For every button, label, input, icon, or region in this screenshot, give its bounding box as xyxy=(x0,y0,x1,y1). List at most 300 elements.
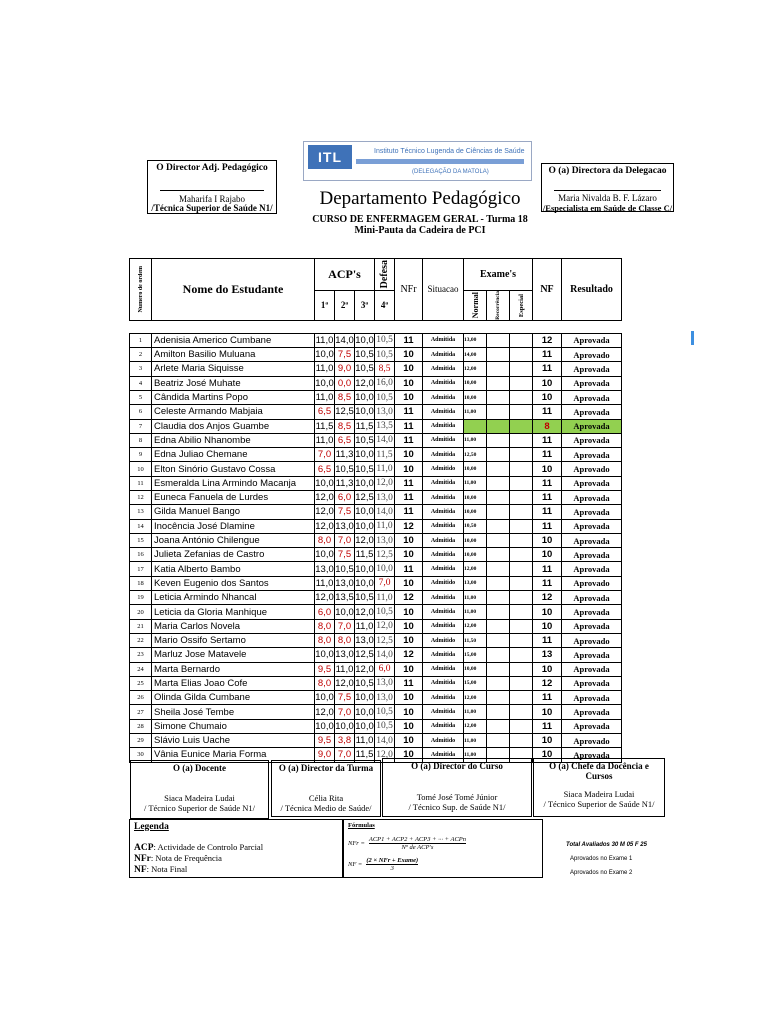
acp-4: 11,0 xyxy=(375,591,395,605)
footer-signature-name: Célia Rita xyxy=(308,793,344,803)
acp-3: 11,0 xyxy=(355,620,374,632)
signature-role: /Técnica Superior de Saúde N1/ xyxy=(151,203,273,213)
acp-1: 7,0 xyxy=(315,448,335,462)
acp-4: 12,0 xyxy=(375,476,395,490)
formulas-title: Fórmulas xyxy=(348,822,375,829)
exam-normal: 10,00 xyxy=(464,490,487,504)
situacao: Admitida xyxy=(423,548,464,562)
resultado: Aprovada xyxy=(562,605,622,619)
situacao: Admitida xyxy=(423,433,464,447)
acp-3: 10,0 xyxy=(355,563,374,575)
acp-2: 13,0 xyxy=(335,649,354,661)
nf-value: 10 xyxy=(533,662,562,676)
exam-normal: 10,50 xyxy=(464,519,487,533)
exam-recorrencia xyxy=(487,490,510,504)
nfr-value: 10 xyxy=(395,691,423,705)
row-number: 17 xyxy=(130,562,152,576)
exam-especial xyxy=(510,390,533,404)
nfr-value: 11 xyxy=(395,405,423,419)
footer-signature-role: / Técnica Medio de Saúde/ xyxy=(280,803,372,813)
exam-normal: 11,00 xyxy=(464,591,487,605)
exam-especial xyxy=(510,576,533,590)
acp-2: 11,3 xyxy=(335,449,354,461)
page-subtitle xyxy=(260,214,580,236)
acp-4: 10,0 xyxy=(375,562,395,576)
exam-especial xyxy=(510,348,533,362)
acp-1: 8,0 xyxy=(315,633,335,647)
logo-delegation: (DELEGAÇÃO DA MATOLA) xyxy=(412,169,489,175)
nf-value: 13 xyxy=(533,648,562,662)
acp-3: 12,5 xyxy=(355,649,374,661)
nf-value: 11 xyxy=(533,362,562,376)
acp-4: 10,5 xyxy=(375,390,395,404)
acp-2: 7,5 xyxy=(335,691,355,705)
exam-normal: 12,00 xyxy=(464,619,487,633)
resultado: Aprovada xyxy=(562,591,622,605)
exam-normal: 11,00 xyxy=(464,605,487,619)
table-row xyxy=(130,490,622,504)
exam-especial xyxy=(510,562,533,576)
exam-recorrencia xyxy=(487,533,510,547)
grades-table-body xyxy=(130,333,622,762)
subject-name: Mini-Pauta da Cadeira de PCI xyxy=(354,225,486,236)
header-exam-especial: Especial xyxy=(510,291,533,321)
row-number: 26 xyxy=(130,691,152,705)
resultado: Aprovada xyxy=(562,405,622,419)
student-name: Arlete Maria Siquisse xyxy=(152,362,315,376)
acp-3: 10,5 xyxy=(355,434,374,446)
student-name: Keven Eugenio dos Santos xyxy=(152,576,315,590)
acp-2: 8,5 xyxy=(335,419,355,433)
row-number: 9 xyxy=(130,448,152,462)
table-row xyxy=(130,562,622,576)
acp-2: 11,3 xyxy=(335,477,354,489)
acp-1: 11,0 xyxy=(315,434,334,446)
student-name: Leticia Armindo Nhancal xyxy=(152,591,315,605)
nfr-value: 10 xyxy=(395,734,423,748)
header-exam-recorrencia: Recorrência xyxy=(487,291,510,321)
exam-especial xyxy=(510,691,533,705)
table-row xyxy=(130,719,622,733)
row-number: 27 xyxy=(130,705,152,719)
nfr-value: 11 xyxy=(395,676,423,690)
legend-box xyxy=(129,819,343,878)
exam-normal: 11,00 xyxy=(464,705,487,719)
student-name: Leticia da Gloria Manhique xyxy=(152,605,315,619)
nfr-value: 10 xyxy=(395,376,423,390)
acp-2: 12,5 xyxy=(335,406,354,418)
row-number: 22 xyxy=(130,633,152,647)
acp-1: 12,0 xyxy=(315,492,334,504)
header-name: Nome do Estudante xyxy=(152,259,315,321)
acp-2: 6,0 xyxy=(335,490,355,504)
acp-3: 12,0 xyxy=(355,535,374,547)
exam-recorrencia xyxy=(487,333,510,347)
acp-4: 13,0 xyxy=(375,405,395,419)
table-row xyxy=(130,362,622,376)
acp-4: 10,5 xyxy=(375,719,395,733)
table-row xyxy=(130,390,622,404)
exam-recorrencia xyxy=(487,433,510,447)
resultado: Aprovada xyxy=(562,490,622,504)
row-number: 6 xyxy=(130,405,152,419)
acp-4: 11,0 xyxy=(375,519,395,533)
legend-title: Legenda xyxy=(134,822,169,832)
resultado: Aprovada xyxy=(562,376,622,390)
situacao: Admitida xyxy=(423,619,464,633)
row-number: 8 xyxy=(130,433,152,447)
student-name: Vânia Eunice Maria Forma xyxy=(152,748,315,762)
exam-normal: 12,50 xyxy=(464,448,487,462)
exam-recorrencia xyxy=(487,705,510,719)
situacao: Admitida xyxy=(423,705,464,719)
exam-recorrencia xyxy=(487,576,510,590)
exam-especial xyxy=(510,548,533,562)
acp-2: 6,5 xyxy=(335,433,355,447)
row-number: 14 xyxy=(130,519,152,533)
student-name: Adenisia Americo Cumbane xyxy=(152,333,315,347)
nfr-value: 11 xyxy=(395,562,423,576)
footer-signature-role: / Técnico Sup. de Saúde N1/ xyxy=(408,802,506,812)
resultado: Aprovado xyxy=(562,734,622,748)
resultado: Aprovada xyxy=(562,333,622,347)
acp-1: 6,5 xyxy=(315,462,335,476)
nfr-value: 10 xyxy=(395,390,423,404)
totals-evaluated: Total Avaliados 30 M 05 F 25 xyxy=(566,842,647,848)
resultado: Aprovada xyxy=(562,362,622,376)
student-name: Julieta Zefanias de Castro xyxy=(152,548,315,562)
situacao: Admitida xyxy=(423,348,464,362)
acp-1: 9,0 xyxy=(315,748,335,762)
acp-1: 10,0 xyxy=(315,477,334,489)
nfr-value: 11 xyxy=(395,433,423,447)
legend-item: NF: Nota Final xyxy=(134,864,188,875)
formula-denominator: Nº de ACP's xyxy=(401,844,434,851)
exam-especial xyxy=(510,405,533,419)
acp-4: 10,5 xyxy=(375,705,395,719)
exam-recorrencia xyxy=(487,548,510,562)
formula-lhs: NFr = xyxy=(348,840,365,847)
formulas-box xyxy=(343,819,543,878)
header-acp-1: 1ª xyxy=(315,291,335,321)
footer-signature-title: O (a) Director do Curso xyxy=(411,761,503,771)
acp-3: 12,0 xyxy=(355,663,374,675)
logo-mark: ITL xyxy=(308,145,352,169)
situacao: Admitida xyxy=(423,390,464,404)
footer-signature-chefe-docencia xyxy=(533,758,665,817)
acp-4: 7,0 xyxy=(375,576,395,590)
acp-3: 11,5 xyxy=(355,549,374,561)
nfr-value: 11 xyxy=(395,505,423,519)
acp-3: 10,5 xyxy=(355,349,374,361)
acp-4: 13,0 xyxy=(375,691,395,705)
acp-3: 10,0 xyxy=(355,406,374,418)
acp-3: 10,5 xyxy=(355,677,374,689)
acp-1: 9,5 xyxy=(315,734,335,748)
student-name: Inocência José Dlamine xyxy=(152,519,315,533)
nfr-value: 10 xyxy=(395,448,423,462)
resultado: Aprovada xyxy=(562,533,622,547)
situacao: Admitida xyxy=(423,691,464,705)
header-resultado: Resultado xyxy=(562,259,622,321)
nfr-value: 10 xyxy=(395,362,423,376)
table-row xyxy=(130,505,622,519)
nf-value: 12 xyxy=(533,591,562,605)
student-name: Slávio Luis Uache xyxy=(152,734,315,748)
acp-2: 7,0 xyxy=(335,619,355,633)
acp-1: 10,0 xyxy=(315,649,334,661)
exam-normal: 11,00 xyxy=(464,405,487,419)
student-name: Katia Alberto Bambo xyxy=(152,562,315,576)
exam-especial xyxy=(510,419,533,433)
row-number: 16 xyxy=(130,548,152,562)
acp-2: 8,0 xyxy=(335,633,355,647)
acp-4: 12,0 xyxy=(375,619,395,633)
resultado: Aprovada xyxy=(562,476,622,490)
acp-1: 10,0 xyxy=(315,692,334,704)
acp-4: 10,5 xyxy=(375,348,395,362)
situacao: Admitido xyxy=(423,734,464,748)
row-number: 2 xyxy=(130,348,152,362)
nf-value: 10 xyxy=(533,748,562,762)
acp-4: 14,0 xyxy=(375,734,395,748)
table-row xyxy=(130,591,622,605)
resultado: Aprovado xyxy=(562,462,622,476)
table-row xyxy=(130,734,622,748)
nfr-value: 10 xyxy=(395,605,423,619)
student-name: Marluz Jose Matavele xyxy=(152,648,315,662)
acp-3: 10,0 xyxy=(355,334,374,346)
exam-normal: 11,00 xyxy=(464,476,487,490)
acp-1: 12,0 xyxy=(315,706,334,718)
exam-recorrencia xyxy=(487,591,510,605)
table-row xyxy=(130,519,622,533)
table-row xyxy=(130,533,622,547)
resultado: Aprovada xyxy=(562,548,622,562)
resultado: Aprovada xyxy=(562,662,622,676)
exam-recorrencia xyxy=(487,562,510,576)
nfr-value: 10 xyxy=(395,705,423,719)
acp-4: 10,5 xyxy=(375,605,395,619)
acp-2: 13,5 xyxy=(335,592,354,604)
table-row xyxy=(130,433,622,447)
student-name: Marta Elias Joao Cofe xyxy=(152,676,315,690)
acp-1: 10,0 xyxy=(315,349,334,361)
student-name: Edna Juliao Chemane xyxy=(152,448,315,462)
acp-1: 12,0 xyxy=(315,592,334,604)
acp-3: 12,0 xyxy=(355,377,374,389)
exam-recorrencia xyxy=(487,691,510,705)
exam-especial xyxy=(510,591,533,605)
situacao: Admitida xyxy=(423,505,464,519)
student-name: Maria Carlos Novela xyxy=(152,619,315,633)
row-number: 4 xyxy=(130,376,152,390)
signature-title: O Director Adj. Pedagógico xyxy=(156,163,268,173)
situacao: Admitida xyxy=(423,719,464,733)
exam-recorrencia xyxy=(487,648,510,662)
exam-especial xyxy=(510,648,533,662)
nf-value: 10 xyxy=(533,462,562,476)
table-row xyxy=(130,648,622,662)
row-number: 10 xyxy=(130,462,152,476)
resultado: Aprovada xyxy=(562,748,622,762)
nf-value: 11 xyxy=(533,476,562,490)
table-spacer-row xyxy=(130,320,622,333)
row-number: 30 xyxy=(130,748,152,762)
acp-3: 12,0 xyxy=(355,606,374,618)
exam-normal: 10,00 xyxy=(464,533,487,547)
acp-4: 13,0 xyxy=(375,490,395,504)
acp-4: 14,0 xyxy=(375,433,395,447)
acp-4: 14,0 xyxy=(375,505,395,519)
student-name: Amilton Basilio Muluana xyxy=(152,348,315,362)
exam-especial xyxy=(510,605,533,619)
acp-1: 12,0 xyxy=(315,520,334,532)
footer-signature-director-curso xyxy=(382,758,532,817)
situacao: Admitida xyxy=(423,419,464,433)
nfr-value: 12 xyxy=(395,648,423,662)
blue-marker xyxy=(691,331,694,345)
acp-1: 11,0 xyxy=(315,334,334,346)
acp-1: 11,0 xyxy=(315,363,334,375)
resultado: Aprovado xyxy=(562,576,622,590)
nfr-value: 10 xyxy=(395,719,423,733)
acp-3: 10,0 xyxy=(355,449,374,461)
exam-recorrencia xyxy=(487,619,510,633)
resultado: Aprovada xyxy=(562,676,622,690)
acp-3: 10,0 xyxy=(355,720,374,732)
header-acp-4: 4ª xyxy=(375,291,395,321)
acp-1: 10,0 xyxy=(315,720,334,732)
row-number: 29 xyxy=(130,734,152,748)
exam-normal xyxy=(464,419,487,433)
student-name: Cândida Martins Popo xyxy=(152,390,315,404)
nf-value: 10 xyxy=(533,705,562,719)
student-name: Joana António Chilengue xyxy=(152,533,315,547)
exam-recorrencia xyxy=(487,662,510,676)
exam-normal: 15,00 xyxy=(464,676,487,690)
exam-recorrencia xyxy=(487,476,510,490)
exam-especial xyxy=(510,533,533,547)
signature-role: /Especialista em Saúde de Classe C/ xyxy=(542,203,673,213)
acp-3: 10,5 xyxy=(355,592,374,604)
nf-value: 11 xyxy=(533,448,562,462)
exam-recorrencia xyxy=(487,519,510,533)
signature-box-directora-delegacao xyxy=(541,163,674,212)
acp-4: 12,5 xyxy=(375,633,395,647)
resultado: Aprovada xyxy=(562,519,622,533)
acp-3: 10,0 xyxy=(355,506,374,518)
footer-signature-role: / Técnico Superior de Saúde N1/ xyxy=(143,803,256,813)
nfr-value: 11 xyxy=(395,476,423,490)
footer-signature-title: O (a) Director da Turma xyxy=(278,763,374,773)
footer-signature-name: Siaca Madeira Ludai xyxy=(563,789,635,799)
exam-normal: 11,00 xyxy=(464,748,487,762)
header-acp-2: 2ª xyxy=(335,291,355,321)
exam-especial xyxy=(510,448,533,462)
student-name: Marta Bernardo xyxy=(152,662,315,676)
situacao: Admitida xyxy=(423,519,464,533)
table-row xyxy=(130,691,622,705)
acp-1: 9,5 xyxy=(315,662,335,676)
header-acps: ACP's xyxy=(315,259,375,291)
table-row xyxy=(130,662,622,676)
situacao: Admitida xyxy=(423,476,464,490)
nf-value: 11 xyxy=(533,405,562,419)
exam-recorrencia xyxy=(487,376,510,390)
student-name: Edna Abilio Nhanombe xyxy=(152,433,315,447)
acp-2: 7,5 xyxy=(335,548,355,562)
table-row xyxy=(130,633,622,647)
exam-especial xyxy=(510,619,533,633)
exam-normal: 11,50 xyxy=(464,633,487,647)
acp-2: 10,0 xyxy=(335,720,354,732)
acp-2: 14,0 xyxy=(335,334,354,346)
header-acp-3: 3ª xyxy=(355,291,375,321)
row-number: 3 xyxy=(130,362,152,376)
row-number: 23 xyxy=(130,648,152,662)
exam-recorrencia xyxy=(487,605,510,619)
acp-3: 10,0 xyxy=(355,392,374,404)
header-nf: NF xyxy=(533,259,562,321)
resultado: Aprovada xyxy=(562,505,622,519)
acp-4: 12,5 xyxy=(375,548,395,562)
exam-especial xyxy=(510,462,533,476)
exam-especial xyxy=(510,719,533,733)
exam-normal: 10,00 xyxy=(464,505,487,519)
exam-normal: 10,00 xyxy=(464,548,487,562)
acp-4: 14,0 xyxy=(375,648,395,662)
table-row xyxy=(130,605,622,619)
footer-signature-name: Tomé José Tomé Júnior xyxy=(416,792,498,802)
formula-nf xyxy=(348,857,418,872)
acp-2: 3,8 xyxy=(335,734,355,748)
header-defesa: Defesa xyxy=(375,259,395,291)
nf-value: 10 xyxy=(533,619,562,633)
acp-4: 10,5 xyxy=(375,333,395,347)
header-number: Numero de ordem xyxy=(130,259,152,321)
row-number: 28 xyxy=(130,719,152,733)
situacao: Admitida xyxy=(423,448,464,462)
totals-summary xyxy=(548,838,698,880)
resultado: Aprovada xyxy=(562,648,622,662)
row-number: 20 xyxy=(130,605,152,619)
acp-1: 6,0 xyxy=(315,605,335,619)
student-name: Beatriz José Muhate xyxy=(152,376,315,390)
table-row xyxy=(130,419,622,433)
formula-lhs: NF = xyxy=(348,861,363,868)
exam-recorrencia xyxy=(487,448,510,462)
situacao: Admitida xyxy=(423,676,464,690)
nfr-value: 12 xyxy=(395,519,423,533)
student-name: Sheila José Tembe xyxy=(152,705,315,719)
acp-1: 8,0 xyxy=(315,619,335,633)
acp-3: 10,0 xyxy=(355,577,374,589)
table-row xyxy=(130,676,622,690)
row-number: 5 xyxy=(130,390,152,404)
student-name: Simone Chumaio xyxy=(152,719,315,733)
nf-value: 10 xyxy=(533,533,562,547)
resultado: Aprovada xyxy=(562,448,622,462)
header-nfr: NFr xyxy=(395,259,423,321)
row-number: 1 xyxy=(130,333,152,347)
acp-4: 11,0 xyxy=(375,462,395,476)
footer-signature-role: / Técnico Superior de Saúde N1/ xyxy=(543,799,655,809)
nf-value: 10 xyxy=(533,390,562,404)
nf-value: 8 xyxy=(533,419,562,433)
acp-4: 11,5 xyxy=(375,448,395,462)
exam-normal: 15,00 xyxy=(464,648,487,662)
